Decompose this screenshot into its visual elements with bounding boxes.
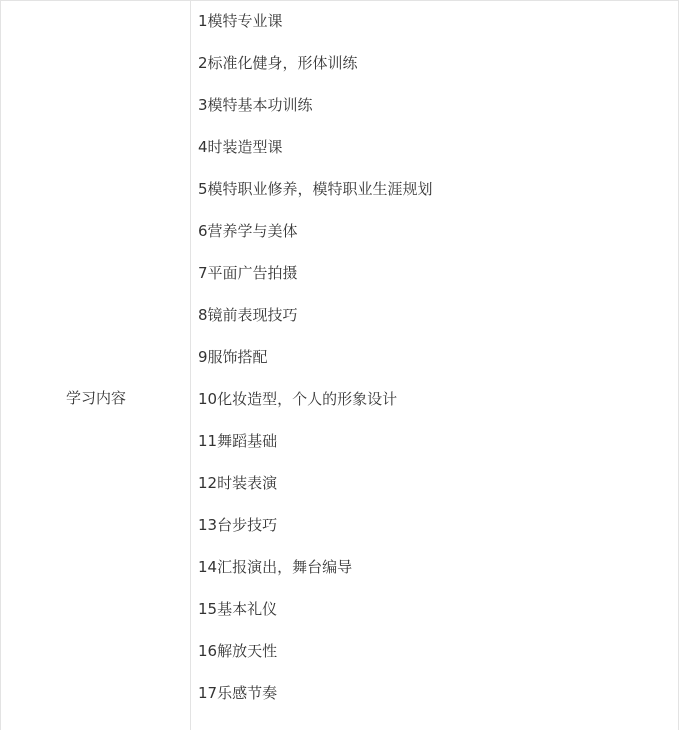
list-item: 2标准化健身，形体训练 xyxy=(198,54,358,72)
list-item: 10化妆造型，个人的形象设计 xyxy=(198,390,398,408)
list-item: 15基本礼仪 xyxy=(198,600,278,618)
list-item: 13台步技巧 xyxy=(198,516,278,534)
list-item: 5模特职业修养，模特职业生涯规划 xyxy=(198,180,433,198)
row-label: 学习内容 xyxy=(65,389,126,407)
list-item: 7平面广告拍摄 xyxy=(198,264,298,282)
list-item: 1模特专业课 xyxy=(198,12,283,30)
list-item: 6营养学与美体 xyxy=(198,222,298,240)
list-item: 12时装表演 xyxy=(198,474,278,492)
content-cell xyxy=(191,1,678,730)
list-item: 14汇报演出，舞台编导 xyxy=(198,558,353,576)
list-item: 8镜前表现技巧 xyxy=(198,306,298,324)
list-item: 4时装造型课 xyxy=(198,138,283,156)
list-item: 9服饰搭配 xyxy=(198,348,268,366)
list-item: 3模特基本功训练 xyxy=(198,96,313,114)
list-item: 17乐感节奏 xyxy=(198,684,278,702)
label-cell xyxy=(1,1,191,730)
list-item: 11舞蹈基础 xyxy=(198,432,278,450)
list-item: 16解放天性 xyxy=(198,642,278,660)
